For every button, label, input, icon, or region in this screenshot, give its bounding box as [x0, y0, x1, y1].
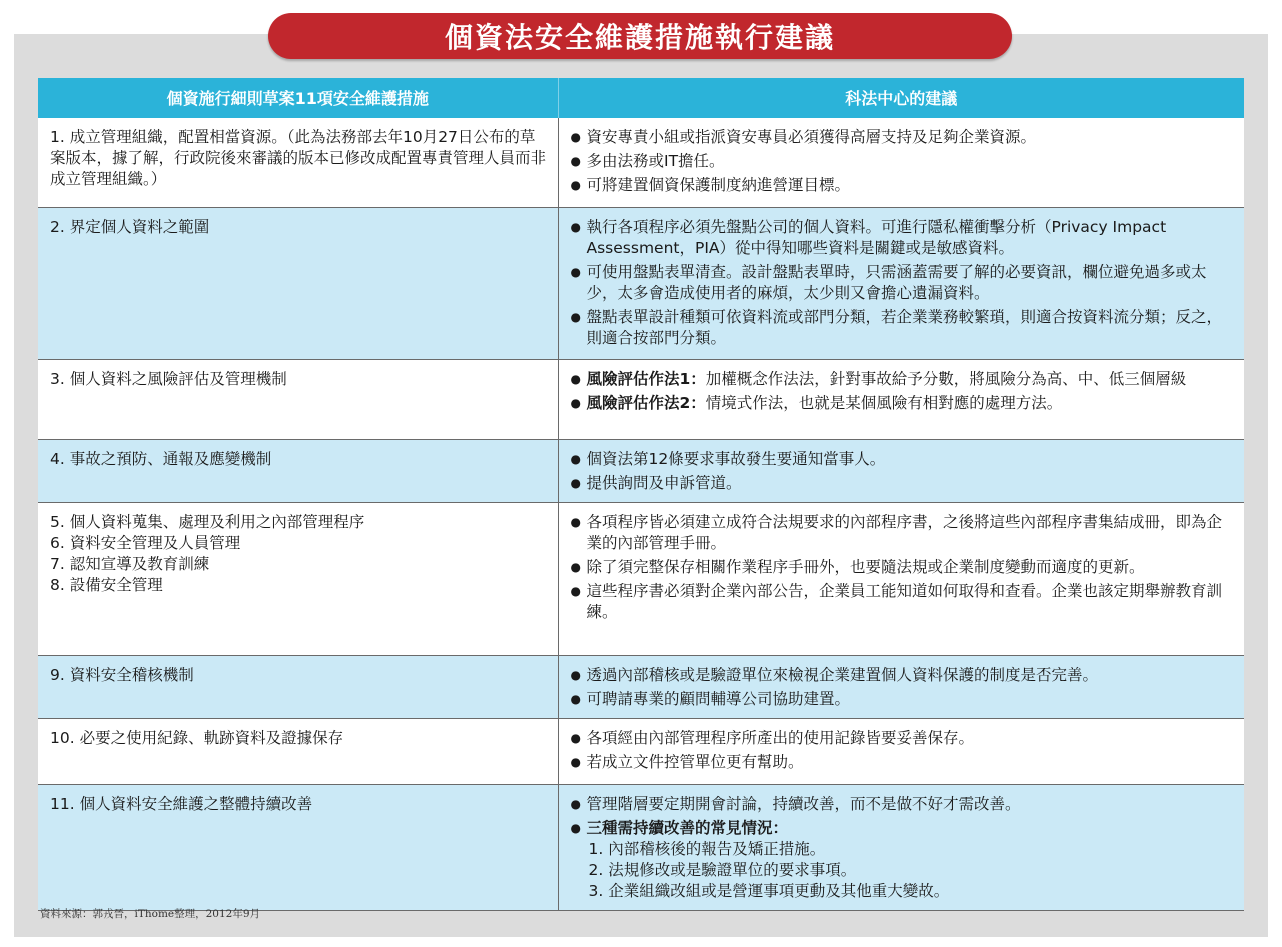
recommendation-cell: [558, 502, 1244, 655]
recommendation-text: 透過內部稽核或是驗證單位來檢視企業建置個人資料保護的制度是否完善。: [586, 665, 1099, 684]
recommendation-text: 資安專責小組或指派資安專員必須獲得高層支持及足夠企業資源。: [586, 128, 1037, 146]
recommendation-list: [571, 217, 1235, 349]
page-title: 個資法安全維護措施執行建議: [268, 13, 1012, 59]
table-row: [38, 359, 1244, 439]
recommendation-subitem: 3. 企業組織改組或是營運事項更動及其他重大變故。: [588, 881, 950, 900]
source-note: 資料來源：郭戎晉，iThome整理，2012年9月: [40, 908, 261, 920]
recommendation-text: 個資法第12條要求事故發生要通知當事人。: [586, 449, 886, 468]
recommendation-item: [571, 473, 1235, 494]
recommendation-item: [571, 512, 1235, 554]
measure-item: 8. 設備安全管理: [50, 575, 163, 594]
measure-cell: [38, 655, 558, 718]
recommendation-item: [571, 449, 1235, 470]
measure-item: 11. 個人資料安全維護之整體持續改善: [50, 794, 313, 813]
measure-item: 1. 成立管理組織，配置相當資源。（此為法務部去年10月27日公布的草案版本，據了解，行政院後來審議的版本已修改成配置專責管理人員而非成立管理組織。）: [50, 128, 547, 188]
recommendation-text: 可將建置個資保護制度納進營運目標。: [586, 176, 851, 194]
measure-item: 9. 資料安全稽核機制: [50, 665, 194, 684]
measure-item: 10. 必要之使用紀錄、軌跡資料及證據保存: [50, 728, 344, 747]
recommendation-text: 這些程序書必須對企業內部公告，企業員工能知道如何取得和查看。企業也該定期舉辦教育訓練。: [586, 581, 1223, 621]
recommendation-list: [571, 127, 1235, 196]
recommendation-item: [571, 689, 1235, 710]
recommendation-subitem: 2. 法規修改或是驗證單位的要求事項。: [588, 860, 857, 879]
recommendation-text: 除了須完整保存相關作業程序手冊外，也要隨法規或企業制度變動而適度的更新。: [586, 557, 1145, 576]
table-header-row: [38, 78, 1244, 118]
recommendation-cell: [558, 118, 1244, 207]
recommendation-item: [571, 393, 1235, 414]
recommendation-text: 情境式作法，也就是某個風險有相對應的處理方法。: [705, 393, 1063, 412]
table-row: [38, 118, 1244, 207]
recommendation-cell: [558, 207, 1244, 359]
recommendation-text: 盤點表單設計種類可依資料流或部門分類，若企業業務較繁瑣，則適合按資料流分類；反之，則適合按部門分類。: [586, 307, 1223, 347]
measure-cell: [38, 118, 558, 207]
recommendation-cell: [558, 718, 1244, 784]
table-row: [38, 207, 1244, 359]
recommendation-cell: [558, 655, 1244, 718]
column-header-recommendations: 科法中心的建議: [558, 78, 1244, 118]
table-row: [38, 718, 1244, 784]
measure-cell: [38, 439, 558, 502]
measure-item: 5. 個人資料蒐集、處理及利用之內部管理程序: [50, 512, 365, 531]
recommendation-cell: [558, 784, 1244, 910]
recommendation-list: [571, 794, 1235, 902]
recommendation-list: [571, 512, 1235, 623]
measures-table: [38, 78, 1244, 911]
recommendation-item: [571, 151, 1235, 172]
recommendation-item: [571, 728, 1235, 749]
recommendation-text: 可使用盤點表單清查。設計盤點表單時，只需涵蓋需要了解的必要資訊，欄位避免過多或太少，太多會造成使用者的麻煩，太少則又會擔心遺漏資料。: [586, 262, 1207, 302]
measure-cell: [38, 359, 558, 439]
recommendation-text: 多由法務或IT擔任。: [586, 152, 725, 170]
recommendation-text: 各項程序皆必須建立成符合法規要求的內部程序書，之後將這些內部程序書集結成冊，即為企業的內部管理手冊。: [586, 512, 1223, 552]
measure-cell: [38, 784, 558, 910]
recommendation-heading: 三種需持續改善的常見情況：: [586, 818, 789, 837]
recommendation-text: 提供詢問及申訴管道。: [586, 473, 742, 492]
measure-item: 2. 界定個人資料之範圍: [50, 217, 210, 236]
recommendation-item: [571, 794, 1235, 815]
recommendation-heading: 風險評估作法1：: [586, 369, 706, 388]
table-row: [38, 439, 1244, 502]
measure-item: 3. 個人資料之風險評估及管理機制: [50, 369, 287, 388]
measure-item: 4. 事故之預防、通報及應變機制: [50, 449, 272, 468]
recommendation-cell: [558, 359, 1244, 439]
recommendation-item: [571, 818, 1235, 902]
table-row: [38, 655, 1244, 718]
measure-cell: [38, 502, 558, 655]
recommendation-list: [571, 728, 1235, 773]
recommendation-item: [571, 752, 1235, 773]
recommendation-cell: [558, 439, 1244, 502]
recommendation-subitem: 1. 內部稽核後的報告及矯正措施。: [588, 839, 826, 858]
recommendation-text: 可聘請專業的顧問輔導公司協助建置。: [586, 689, 851, 708]
table-row: [38, 502, 1244, 655]
recommendation-list: [571, 449, 1235, 494]
measure-item: 7. 認知宣導及教育訓練: [50, 554, 210, 573]
recommendation-item: [571, 581, 1235, 623]
recommendation-item: [571, 262, 1235, 304]
recommendation-list: [571, 665, 1235, 710]
recommendation-text: 各項經由內部管理程序所產出的使用記錄皆要妥善保存。: [586, 728, 975, 747]
recommendation-list: [571, 369, 1235, 414]
recommendation-heading: 風險評估作法2：: [586, 393, 706, 412]
recommendation-item: [571, 369, 1235, 390]
recommendation-text: 管理階層要定期開會討論，持續改善，而不是做不好才需改善。: [586, 794, 1021, 813]
recommendation-item: [571, 175, 1235, 196]
recommendation-text: 執行各項程序必須先盤點公司的個人資料。可進行隱私權衝擊分析（Privacy Impact Assessment，PIA）從中得知哪些資料是關鍵或是敏感資料。: [586, 217, 1167, 257]
column-header-measures: 個資施行細則草案11項安全維護措施: [38, 78, 558, 118]
recommendation-text: 加權概念作法法，針對事故給予分數，將風險分為高、中、低三個層級: [705, 369, 1187, 388]
measure-item: 6. 資料安全管理及人員管理: [50, 533, 241, 552]
measure-cell: [38, 718, 558, 784]
measure-cell: [38, 207, 558, 359]
recommendation-item: [571, 127, 1235, 148]
recommendation-text: 若成立文件控管單位更有幫助。: [586, 752, 804, 771]
recommendation-item: [571, 307, 1235, 349]
recommendation-item: [571, 557, 1235, 578]
table-row: [38, 784, 1244, 910]
recommendation-item: [571, 665, 1235, 686]
recommendation-item: [571, 217, 1235, 259]
